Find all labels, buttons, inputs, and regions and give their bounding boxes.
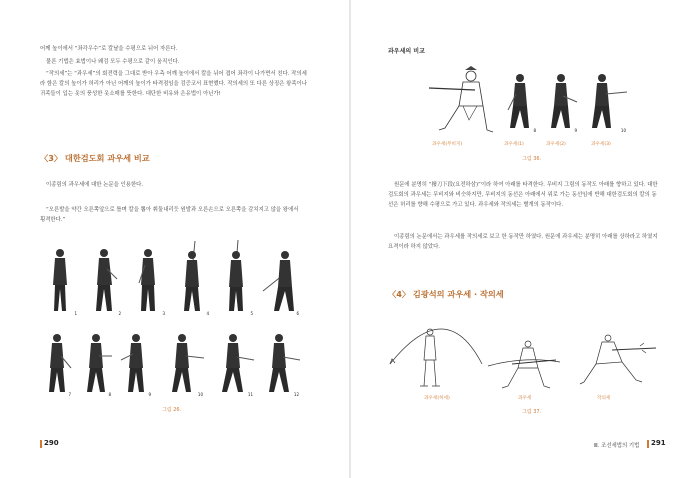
- running-head: Ⅲ. 조선세법의 기법: [594, 443, 640, 449]
- drawing-gwau: [486, 334, 562, 392]
- photo-figure: [41, 324, 73, 398]
- left-para-1: 어께 높이에서 “좌각우수”로 칼날을 수평으로 뉘어 자른다.: [40, 46, 178, 52]
- figure-caption-37: 그림 37.: [522, 409, 542, 415]
- page-marker: [647, 440, 649, 448]
- photo-figure: [543, 66, 579, 134]
- photo-number: 9: [148, 392, 151, 397]
- photo-figure: [261, 239, 301, 317]
- left-para-2: 물론 기법은 효법이나 왜검 모두 수평으로 같이 움직인다.: [46, 59, 180, 65]
- right-para-1: 원문에 분명히 “撥刀下段(요전하삼)”이라 하여 아래를 타격한다. 무비지 그림의 동작도 아래를 향하고 있다. 대한검도회의 과우세는 무비지와 비슷하지만, 무비지의 동선은 아래에서 위로 가는 동선임에 반해 대한검도회의 칼의 동선은 허리를 향해 수평으로 가고 있다. 과우세와 작의세는 별개의 동작이다.: [388, 182, 658, 209]
- photo-number: 4: [206, 311, 209, 316]
- photo-number: 6: [296, 311, 299, 316]
- fig36-label-3: 과우세(3): [591, 142, 611, 147]
- photo-number: 7: [68, 392, 71, 397]
- photo-figure: [211, 324, 255, 398]
- right-page: [350, 0, 700, 478]
- comparison-title: 과우세의 비교: [388, 48, 425, 55]
- page-number-right: 291: [651, 439, 666, 447]
- photo-figure: [159, 324, 205, 398]
- photo-number: 1: [74, 311, 77, 316]
- page-marker: [40, 440, 42, 448]
- fig37-label-jakui: 작의세: [597, 396, 611, 401]
- photo-figure: [261, 324, 301, 398]
- photo-number: 9: [574, 128, 577, 133]
- fig36-label-1: 과우세(1): [504, 142, 524, 147]
- photo-number: 3: [162, 311, 165, 316]
- photo-figure: [502, 66, 538, 134]
- left-para-4: 이종림의 과우세에 대한 논문을 인용한다.: [46, 182, 144, 188]
- photo-number: 8: [108, 392, 111, 397]
- page-number-left: 290: [44, 439, 59, 447]
- photo-number: 10: [197, 392, 203, 397]
- drawing-heoseo: [386, 304, 486, 392]
- figure-caption-26: 그림 26.: [162, 407, 182, 413]
- photo-number: 12: [293, 392, 299, 397]
- right-para-2: 이종림의 논문에서는 과우세를 작의세로 보고 한 동작만 하였다. 원문에 과우세는 분명히 아래를 상하라고 하였지 요격이라 하지 않았다.: [388, 234, 658, 251]
- photo-figure: [79, 324, 113, 398]
- fig37-label-gwau: 과우세: [518, 396, 532, 401]
- fig37-label-heoseo: 과우세(허세): [424, 396, 450, 401]
- left-para-3: “작의세”는 “과우세”의 회전력을 그대로 받아 우측 어깨 높이에서 칼을 뉘어 겹어 좌각이 나가면서 친다. 작의세라 함은 칼의 높이가 허리가 아닌 어깨의 높이가 타격점임을 검증코서 표현했다. 작의세의 또 다른 상징은 왕족이나 귀족들이 입는 옷의 풍성한 옷소매를 뜻한다. 대단한 비유와 은유법이 아닌가!: [40, 71, 307, 98]
- photo-figure: [173, 239, 211, 317]
- photo-figure: [217, 239, 255, 317]
- fig36-label-muviji: 과우세(무비지): [432, 142, 463, 147]
- photo-number: 5: [250, 311, 253, 316]
- figure-caption-36: 그림 36.: [522, 156, 542, 162]
- photo-figure: [584, 66, 628, 134]
- photo-number: 8: [533, 128, 536, 133]
- fig36-label-2: 과우세(2): [546, 142, 566, 147]
- left-quote: “오른발을 약간 오른쪽앞으로 틀며 칼을 뽑아 휘둘내리듯 원발과 오른손으로 오른쪽을 감치지고 않을 왕에서 횡격한다.”: [40, 207, 299, 224]
- photo-number: 2: [118, 311, 121, 316]
- section-heading-3: 〈3〉 대한검도회 과우세 비교: [40, 153, 150, 163]
- photo-figure: [41, 239, 79, 317]
- muviji-drawing: [425, 60, 497, 138]
- section-heading-4: 〈4〉 김광석의 과우세 · 작의세: [388, 289, 504, 299]
- photo-number: 11: [247, 392, 253, 397]
- photo-figure: [129, 239, 167, 317]
- photo-figure: [85, 239, 123, 317]
- photo-number: 10: [620, 128, 626, 133]
- photo-figure: [119, 324, 153, 398]
- drawing-jakui: [578, 328, 658, 392]
